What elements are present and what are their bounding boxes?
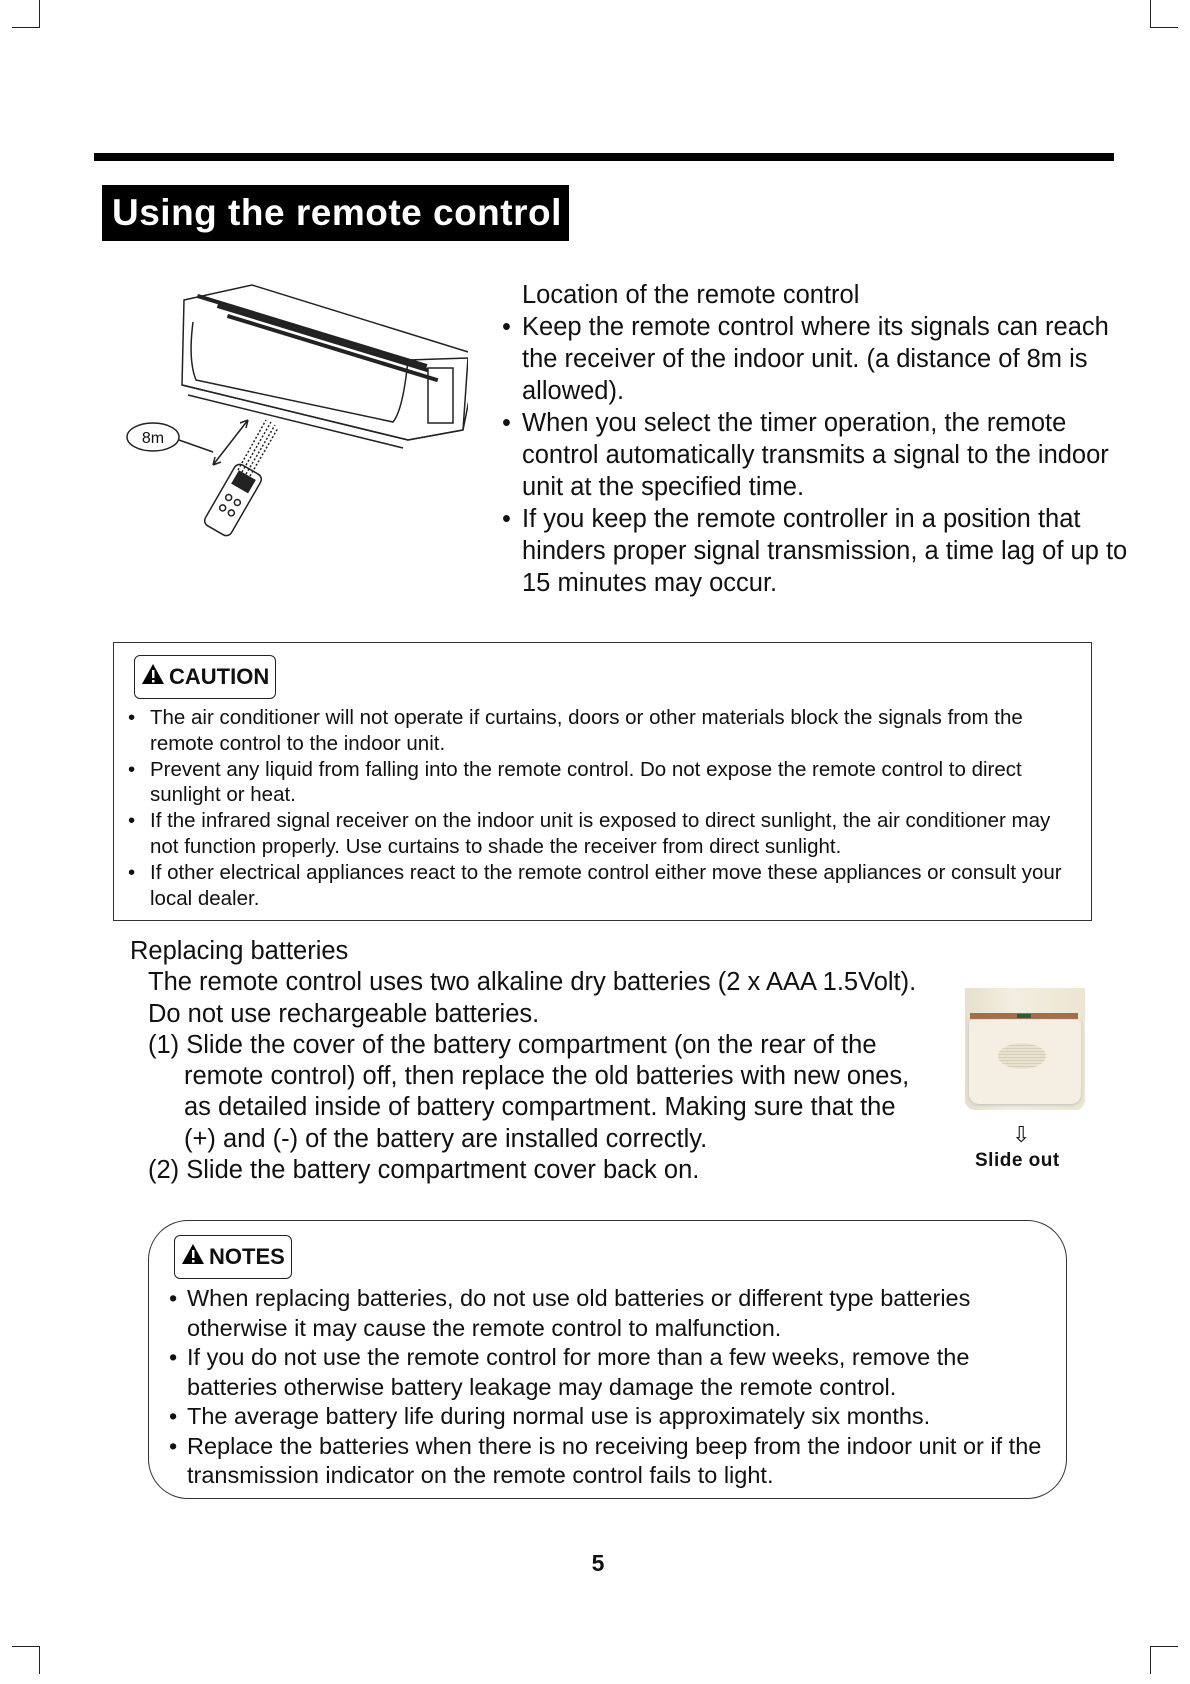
crop-mark-bl (12, 1646, 40, 1674)
distance-label: 8m (141, 430, 165, 447)
location-bullet: • Keep the remote control where its signals can reach the receiver of the indoor unit. (a distance of 8m is allowed). (504, 311, 1134, 407)
batteries-heading: Replacing batteries (130, 937, 349, 965)
warning-triangle-icon (181, 1243, 205, 1271)
notes-bullet: • When replacing batteries, do not use old batteries or different type batteries otherwise it may cause the remote control to malfunction. (171, 1284, 1061, 1343)
batteries-line: The remote control uses two alkaline dry batteries (2 x AAA 1.5Volt). (148, 968, 917, 997)
header-rule (94, 153, 1114, 161)
notes-label: NOTES (209, 1244, 285, 1269)
battery-cover-photo (965, 988, 1085, 1110)
notes-bullet: • The average battery life during normal use is approximately six months. (171, 1402, 1061, 1432)
crop-mark-tr (1150, 0, 1178, 28)
location-bullet: • When you select the timer operation, the remote control automatically transmits a signal to the indoor unit at the specified time. (504, 407, 1134, 503)
indoor-unit-remote-illustration (118, 280, 468, 550)
location-bullet: • If you keep the remote controller in a position that hinders proper signal transmission, a time lag of up to 15 minutes may occur. (504, 503, 1134, 599)
notes-bullet: • Replace the batteries when there is no receiving beep from the indoor unit or if the transmission indicator on the remote control fails to light. (171, 1432, 1061, 1491)
caution-bullet: • If the infrared signal receiver on the indoor unit is exposed to direct sunlight, the air conditioner may not function properly. Use curtains to shade the receiver from direct sunlight. (130, 808, 1080, 860)
location-heading: Location of the remote control (522, 281, 860, 309)
page-title: Using the remote control (102, 185, 569, 241)
batteries-section (130, 936, 950, 1186)
caution-label: CAUTION (169, 664, 270, 689)
caution-box (113, 642, 1092, 921)
notes-bullet: • If you do not use the remote control for more than a few weeks, remove the batteries otherwise battery leakage may damage the remote control. (171, 1343, 1061, 1402)
caution-bullet: • The air conditioner will not operate if curtains, doors or other materials block the signals from the remote control to the indoor unit. (130, 705, 1080, 757)
batteries-step: (2) Slide the battery compartment cover back on. (148, 1156, 700, 1185)
slide-out-caption: Slide out (975, 1150, 1060, 1171)
page-number: 5 (591, 1550, 605, 1576)
warning-triangle-icon (141, 663, 165, 691)
caution-badge (134, 655, 276, 699)
arrow-down-icon: ⇩ (1012, 1122, 1031, 1147)
batteries-step: (1) Slide the cover of the battery compartment (on the rear of the remote control) off, then replace the old batteries with new ones, as detailed inside of battery compartment. Making sure that the (+) and (-) of the battery are installed correctly. (148, 1030, 910, 1153)
location-section (504, 279, 1134, 599)
caution-bullet: • If other electrical appliances react to the remote control either move these appliances or consult your local dealer. (130, 860, 1080, 912)
notes-box (148, 1220, 1067, 1499)
batteries-line: Do not use rechargeable batteries. (148, 999, 540, 1028)
notes-badge (174, 1235, 292, 1279)
crop-mark-br (1150, 1646, 1178, 1674)
caution-bullet: • Prevent any liquid from falling into the remote control. Do not expose the remote control to direct sunlight or heat. (130, 757, 1080, 809)
crop-mark-tl (12, 0, 40, 28)
